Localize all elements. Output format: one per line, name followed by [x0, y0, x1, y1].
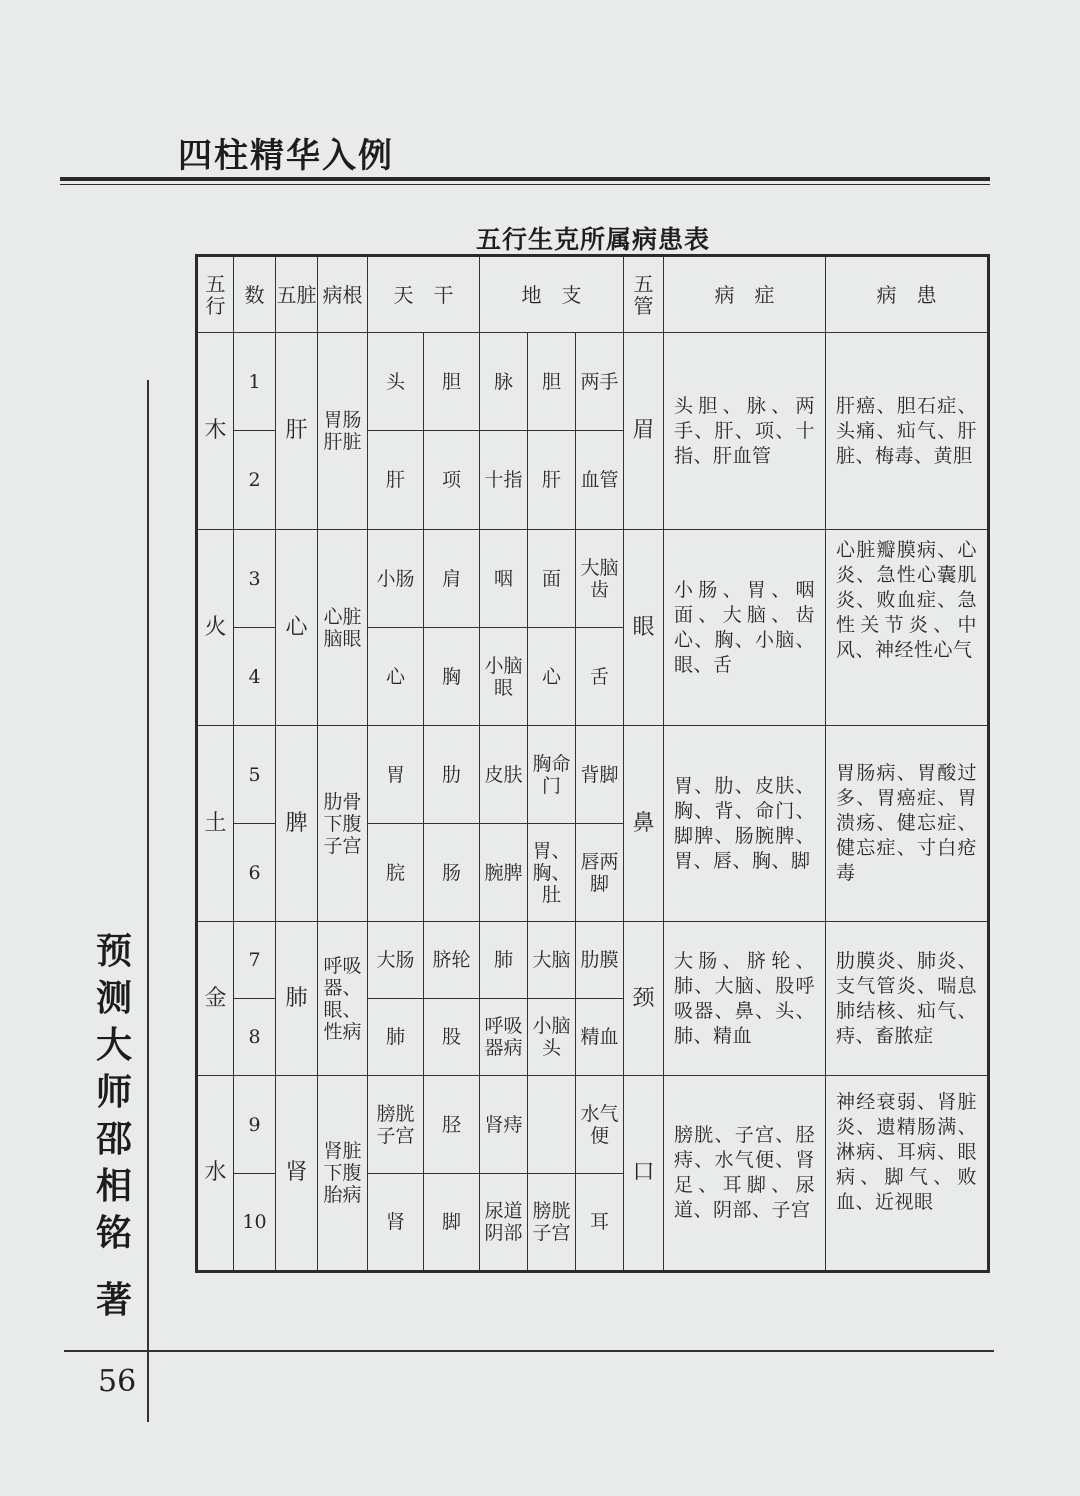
sense-cell: 口 — [624, 1076, 664, 1272]
diseases-cell: 胃肠病、胃酸过多、胃癌症、胃溃疡、健忘症、健忘症、寸白疮毒 — [826, 726, 989, 922]
dizhi-cell — [528, 1076, 576, 1174]
running-header: 四柱精华入例 — [178, 136, 394, 176]
dizhi-cell: 血管 — [576, 431, 624, 530]
table-row — [197, 530, 989, 628]
author-credit: 预测大师邵相铭 — [95, 930, 132, 1254]
number-cell: 1 — [234, 333, 276, 431]
table-row — [197, 922, 989, 999]
dizhi-cell: 胃、胸、肚 — [528, 824, 576, 922]
tiangan-cell: 大肠 — [368, 922, 424, 999]
dizhi-cell: 膀胱子宫 — [528, 1174, 576, 1272]
table-title: 五行生克所属病患表 — [475, 225, 710, 254]
symptoms-cell: 膀胱、子宫、胫痔、水气便、肾足、耳脚、尿道、阴部、子宫 — [664, 1076, 826, 1272]
symptoms-cell: 头胆、脉、两手、肝、项、十指、肝血管 — [664, 333, 826, 530]
root-cell: 肾脏下腹胎病 — [318, 1076, 368, 1272]
dizhi-cell: 十指 — [480, 431, 528, 530]
organ-cell: 心 — [276, 530, 318, 726]
dizhi-cell: 胸命门 — [528, 726, 576, 824]
header-wuguan: 五管 — [624, 256, 664, 333]
tiangan-cell: 膀胱子宫 — [368, 1076, 424, 1174]
tiangan-cell: 肾 — [368, 1174, 424, 1272]
dizhi-cell: 两手 — [576, 333, 624, 431]
header-dizhi: 地 支 — [480, 256, 624, 333]
dizhi-cell: 咽 — [480, 530, 528, 628]
diseases-cell: 肋膜炎、肺炎、支气管炎、喘息肺结核、疝气、痔、畜脓症 — [826, 922, 989, 1076]
tiangan-cell: 脚 — [424, 1174, 480, 1272]
sense-cell: 眼 — [624, 530, 664, 726]
author-suffix: 著 — [95, 1279, 132, 1321]
tiangan-cell: 肝 — [368, 431, 424, 530]
number-cell: 9 — [234, 1076, 276, 1174]
header-wuzang: 五脏 — [276, 256, 318, 333]
dizhi-cell: 水气便 — [576, 1076, 624, 1174]
dizhi-cell: 肺 — [480, 922, 528, 999]
organ-cell: 肺 — [276, 922, 318, 1076]
root-cell: 胃肠肝脏 — [318, 333, 368, 530]
tiangan-cell: 项 — [424, 431, 480, 530]
dizhi-cell: 心 — [528, 628, 576, 726]
tiangan-cell: 头 — [368, 333, 424, 431]
element-cell: 土 — [197, 726, 234, 922]
header-row — [197, 256, 989, 333]
footer-rule — [64, 1350, 994, 1352]
dizhi-cell: 皮肤 — [480, 726, 528, 824]
organ-cell: 脾 — [276, 726, 318, 922]
five-elements-disease-table — [195, 254, 990, 1273]
tiangan-cell: 胆 — [424, 333, 480, 431]
element-cell: 火 — [197, 530, 234, 726]
dizhi-cell: 大脑 — [528, 922, 576, 999]
page-number: 56 — [98, 1364, 137, 1399]
header-binggen: 病根 — [318, 256, 368, 333]
diseases-cell: 心脏瓣膜病、心炎、急性心囊肌炎、败血症、急性关节炎、中风、神经性心气 — [826, 530, 989, 726]
tiangan-cell: 胃 — [368, 726, 424, 824]
tiangan-cell: 肋 — [424, 726, 480, 824]
symptoms-cell: 大肠、脐轮、肺、大脑、股呼吸器、鼻、头、肺、精血 — [664, 922, 826, 1076]
header-rule-thin — [60, 184, 990, 185]
margin-vertical-rule — [147, 380, 149, 1422]
root-cell: 心脏脑眼 — [318, 530, 368, 726]
organ-cell: 肝 — [276, 333, 318, 530]
header-bingzheng: 病 症 — [664, 256, 826, 333]
tiangan-cell: 胫 — [424, 1076, 480, 1174]
number-cell: 8 — [234, 999, 276, 1076]
dizhi-cell: 背脚 — [576, 726, 624, 824]
tiangan-cell: 肠 — [424, 824, 480, 922]
number-cell: 6 — [234, 824, 276, 922]
root-cell: 呼吸器、眼、性病 — [318, 922, 368, 1076]
table-row — [197, 333, 989, 431]
dizhi-cell: 小脑眼 — [480, 628, 528, 726]
table-row — [197, 1076, 989, 1174]
number-cell: 7 — [234, 922, 276, 999]
tiangan-cell: 小肠 — [368, 530, 424, 628]
dizhi-cell: 耳 — [576, 1174, 624, 1272]
number-cell: 10 — [234, 1174, 276, 1272]
dizhi-cell: 小脑头 — [528, 999, 576, 1076]
tiangan-cell: 心 — [368, 628, 424, 726]
dizhi-cell: 肾痔 — [480, 1076, 528, 1174]
number-cell: 4 — [234, 628, 276, 726]
sense-cell: 鼻 — [624, 726, 664, 922]
dizhi-cell: 脉 — [480, 333, 528, 431]
tiangan-cell: 肺 — [368, 999, 424, 1076]
root-cell: 肋骨下腹子宫 — [318, 726, 368, 922]
diseases-cell: 肝癌、胆石症、头痛、疝气、肝脏、梅毒、黄胆 — [826, 333, 989, 530]
tiangan-cell: 脘 — [368, 824, 424, 922]
number-cell: 3 — [234, 530, 276, 628]
tiangan-cell: 肩 — [424, 530, 480, 628]
tiangan-cell: 胸 — [424, 628, 480, 726]
sense-cell: 颈 — [624, 922, 664, 1076]
symptoms-cell: 胃、肋、皮肤、胸、背、命门、脚脾、肠腕脾、胃、唇、胸、脚 — [664, 726, 826, 922]
symptoms-cell: 小肠、胃、咽面、大脑、齿心、胸、小脑、眼、舌 — [664, 530, 826, 726]
header-binghuan: 病 患 — [826, 256, 989, 333]
dizhi-cell: 唇两脚 — [576, 824, 624, 922]
organ-cell: 肾 — [276, 1076, 318, 1272]
sense-cell: 眉 — [624, 333, 664, 530]
dizhi-cell: 肝 — [528, 431, 576, 530]
header-rule-thick — [60, 177, 990, 181]
element-cell: 木 — [197, 333, 234, 530]
header-wuxing: 五行 — [197, 256, 234, 333]
element-cell: 水 — [197, 1076, 234, 1272]
dizhi-cell: 呼吸器病 — [480, 999, 528, 1076]
dizhi-cell: 腕脾 — [480, 824, 528, 922]
tiangan-cell: 股 — [424, 999, 480, 1076]
number-cell: 5 — [234, 726, 276, 824]
header-tiangan: 天 干 — [368, 256, 480, 333]
dizhi-cell: 舌 — [576, 628, 624, 726]
number-cell: 2 — [234, 431, 276, 530]
dizhi-cell: 胆 — [528, 333, 576, 431]
dizhi-cell: 精血 — [576, 999, 624, 1076]
tiangan-cell: 脐轮 — [424, 922, 480, 999]
element-cell: 金 — [197, 922, 234, 1076]
dizhi-cell: 肋膜 — [576, 922, 624, 999]
dizhi-cell: 尿道阴部 — [480, 1174, 528, 1272]
header-shu: 数 — [234, 256, 276, 333]
diseases-cell: 神经衰弱、肾脏炎、遗精肠满、淋病、耳病、眼病、脚气、败血、近视眼 — [826, 1076, 989, 1272]
table-row — [197, 726, 989, 824]
dizhi-cell: 面 — [528, 530, 576, 628]
dizhi-cell: 大脑齿 — [576, 530, 624, 628]
